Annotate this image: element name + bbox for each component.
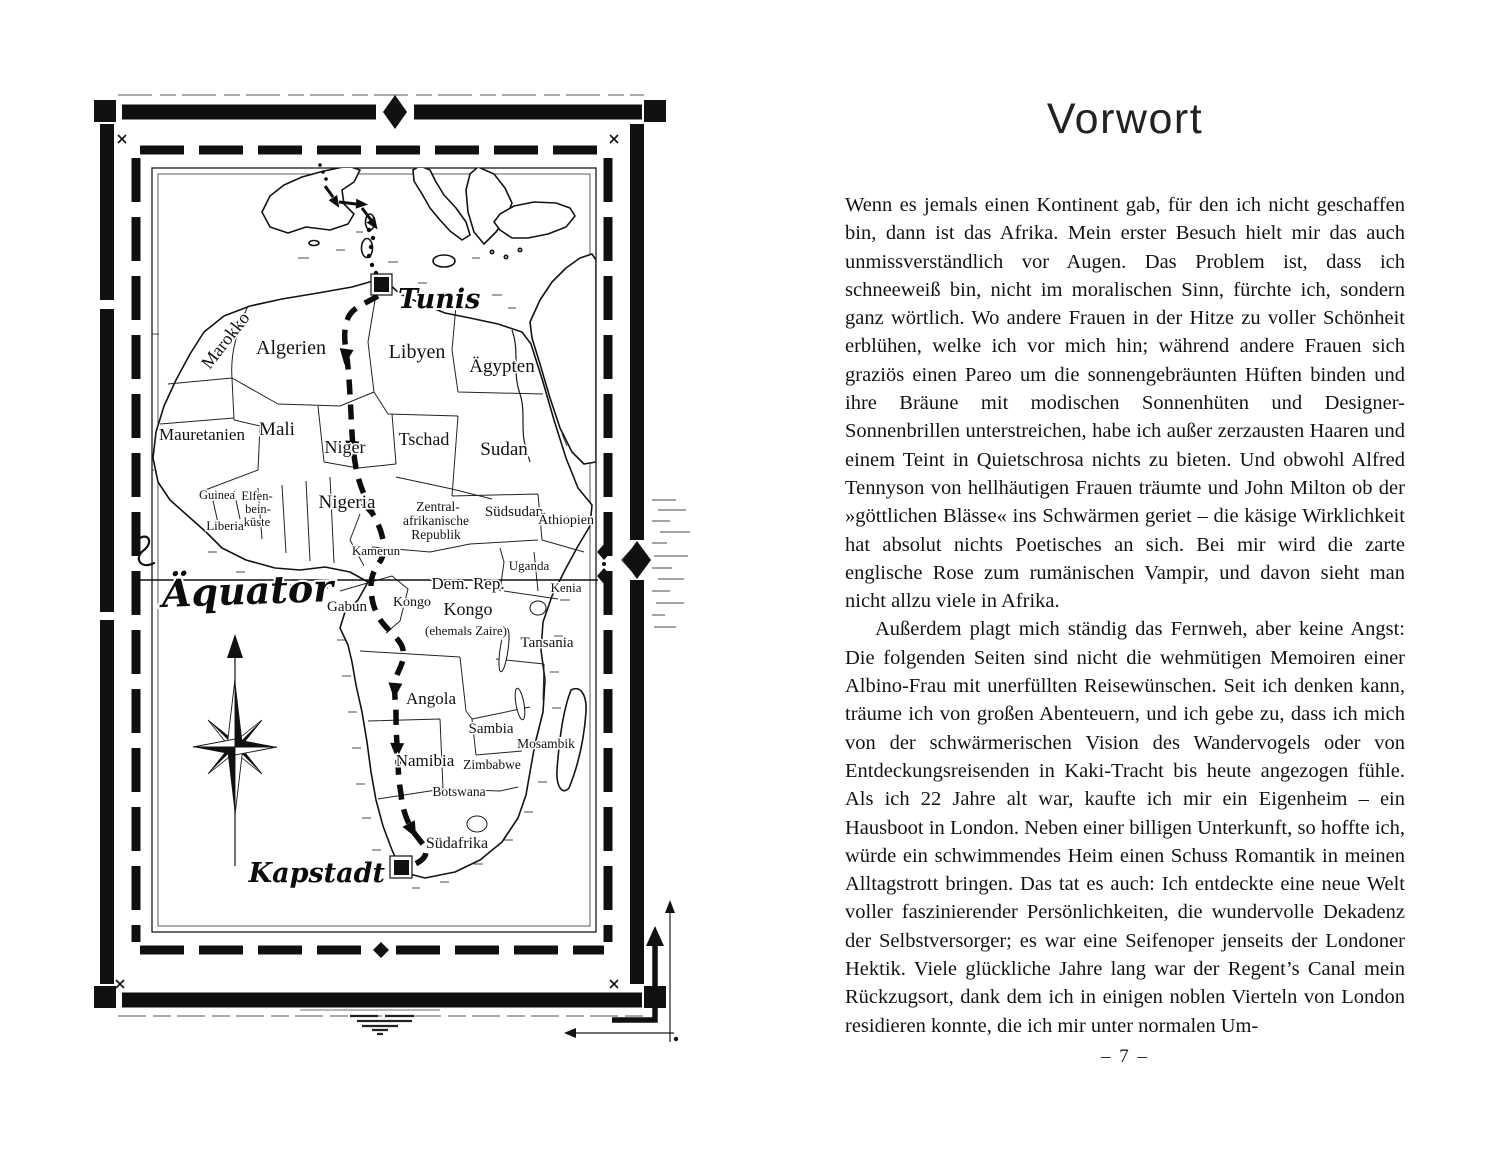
label-aegypten: Ägypten — [469, 356, 535, 377]
compass-rose-icon — [193, 634, 277, 866]
label-elfenbeinkueste: bein- — [245, 502, 271, 516]
label-zentralafrikanische-republik: Republik — [411, 527, 461, 542]
label-liberia: Liberia — [206, 518, 244, 533]
map-geography — [134, 166, 596, 888]
label-elfenbeinkueste: küste — [243, 515, 271, 529]
label-aethiopien: Äthiopien — [538, 513, 594, 528]
tunis-label: Tunis — [398, 284, 481, 315]
equator-label: Äquator — [161, 565, 334, 616]
label-kenia: Kenia — [550, 580, 582, 595]
label-nigeria: Nigeria — [318, 492, 376, 513]
label-gabun: Gabun — [327, 599, 367, 615]
label-mauretanien: Mauretanien — [159, 425, 245, 444]
kapstadt-marker — [394, 860, 409, 875]
label-tschad: Tschad — [398, 429, 450, 449]
left-page-map — [88, 90, 704, 1065]
label-zimbabwe: Zimbabwe — [463, 757, 521, 772]
label-uganda: Uganda — [508, 558, 550, 573]
label-mosambik: Mosambik — [517, 736, 575, 751]
label-zentralafrikanische-republik: Zentral- — [416, 499, 460, 514]
label-kongo-ehemals-zaire: Kongo — [443, 599, 493, 619]
label-botswana: Botswana — [432, 784, 486, 799]
label-elfenbeinkueste: Elfen- — [241, 489, 273, 503]
diamond-ornament-right — [623, 541, 651, 579]
africa-route-map — [88, 90, 704, 1065]
page-number: – 7 – — [1101, 1046, 1149, 1067]
label-angola: Angola — [405, 689, 457, 708]
label-sudan: Sudan — [480, 439, 528, 460]
colophon-lines — [350, 1016, 414, 1034]
label-libyen: Libyen — [388, 341, 446, 363]
label-suedsudan: Südsudan — [484, 504, 544, 520]
label-namibia: Namibia — [395, 751, 455, 770]
label-tansania: Tansania — [520, 635, 574, 651]
lesotho-outline — [467, 816, 487, 832]
label-marokko: Marokko — [197, 308, 254, 373]
diamond-ornament-bottom — [373, 942, 389, 958]
label-kongo: Kongo — [392, 595, 432, 610]
arrow-ornaments — [564, 900, 678, 1042]
label-kongo-ehemals-zaire: (ehemals Zaire) — [425, 623, 507, 638]
label-sambia: Sambia — [468, 721, 514, 737]
label-zentralafrikanische-republik: afrikanische — [403, 513, 469, 528]
kapstadt-label: Kapstadt — [248, 858, 385, 889]
body-paragraph-2: Außerdem plagt mich ständig das Fernweh, aber keine Angst: Die folgenden Seiten sind nicht die wehmütigen Memoiren einer Albino-Frau mit unerfüllten Reisewünschen. Seit ich denken kann, träume ich von großen Abenteuern, und ich gebe zu, dass ich mich von der schwärmerischen Vision des Wandervogels oder von Entdeckungsreisenden in Kaki-Tracht bis heute angezogen fühle. Als ich 22 Jahre alt war, kaufte ich mir ein Eigenheim – ein Hausboot in London. Neben einer billigen Unterkunft, so hoffte ich, würde ein schwimmendes Heim einen Schuss Romantik in meinen Alltagstrott bringen. Das tat es auch: Ich entdeckte eine neue Welt voller faszinierender Persönlichkeiten, die wundervolle Dekadenz der Selbstversorger; es war eine Seifenoper jenseits der Londoner Hektik. Viele glückliche Jahre lang war der Regent’s Canal mein Rückzugsort, dank dem ich in einigen noblen Vierteln von London residieren konnte, die ich mir unter normalen Um- — [845, 618, 1405, 1037]
label-guinea: Guinea — [198, 488, 236, 502]
label-mali: Mali — [259, 419, 295, 440]
tunis-marker — [374, 277, 389, 292]
label-niger: Niger — [324, 437, 366, 457]
label-algerien: Algerien — [256, 337, 326, 359]
label-kamerun: Kamerun — [351, 543, 401, 558]
label-suedafrika: Südafrika — [425, 835, 489, 852]
iberia-outline — [262, 166, 360, 233]
right-page-text — [845, 95, 1405, 1040]
label-dem-rep: Dem. Rep. — [431, 574, 505, 593]
lake-victoria — [530, 601, 546, 615]
italy-outline — [413, 166, 470, 240]
chapter-title: Vorwort — [1046, 95, 1204, 143]
diamond-ornament-top — [383, 95, 407, 129]
body-paragraph-1: Wenn es jemals einen Kontinent gab, für den ich nicht geschaffen bin, dann ist das Afrika. Mein erster Besuch hielt mir das auch unmissverständlich vor Augen. Das Problem ist, dass ich schneeweiß bin, nicht im moralischen Sinn, fürchte ich, sondern ganz wörtlich. Wo andere Frauen in der Hitze zu voller Schönheit erblühen, welke ich vor mich hin; während andere Frauen sich graziös einen Pareo um die sonnengebräunten Hüften binden und ihre Bräune mit modischen Sonnenhüten und Designer-Sonnenbrillen unterstreichen, habe ich außer zerzausten Haaren und einem Teint in Quietschrosa nichts zu bieten. Und obwohl Alfred Tennyson von hellhäutigen Frauen träumte und John Milton ob der »göttlichen Blässe« ins Schwärmen geriet – die käsige Wirklichkeit hat absolut nichts Poetisches an sich. Bei mir wird die zarte englische Rose zum rumänischen Vampir, und davon sieht man nicht allzu viele in Afrika. — [845, 194, 1405, 613]
right-edge-hatching — [652, 500, 690, 627]
